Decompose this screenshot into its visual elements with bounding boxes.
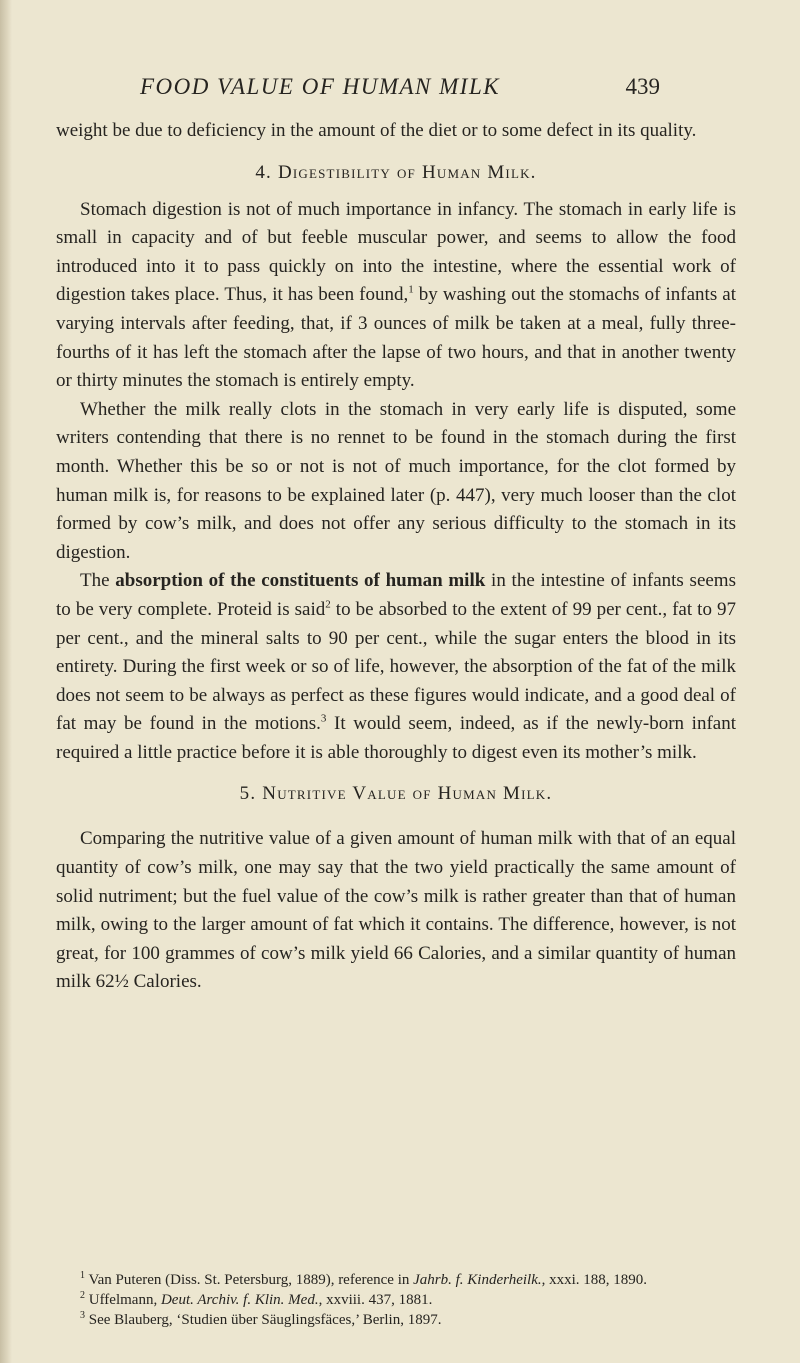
footnote-ref-3: 3 <box>320 712 327 725</box>
bold-phrase-absorption: absorption of the constituents of human milk <box>115 570 486 592</box>
paragraph-milk-clots: Whether the milk really clots in the stomach in very early life is disputed, some writers contending that there is no rennet to be found in the stomach during the first month. Whether this be so or not is not of much importance, for the clot formed by human milk is, for reasons to be explained later (p. 447), very much looser than the clot formed by cow’s milk, and does not offer any serious difficulty to the stomach in its digestion. <box>56 398 736 563</box>
paragraph-continued: weight be due to deficiency in the amount of the diet or to some defect in its quality. <box>56 120 697 141</box>
paragraph-absorption: The absorption of the constituents of human milk in the intestine of infants seems to be very complete. Proteid is said$^2$ to be absorbed to the extent of 99 per cent., fat to 97 per cent., and the mineral salts to 90 per cent., while the sugar enters the blood in its entirety. During the first week or so of life, however, the absorption of the fat of the milk does not seem to be always as perfect as these figures would indicate, and a good deal of fat may be found in the motions.$^3$ It would seem, indeed, as if the newly-born infant required a little practice before it is able thoroughly to digest even its mother’s milk. <box>56 570 737 763</box>
paragraph-nutritive-comparison: Comparing the nutritive value of a given amount of human milk with that of an equal quantity of cow’s milk, one may say that the two yield practically the same amount of solid nutriment; but the fuel value of the cow’s milk is rather greater than that of human milk, owing to the larger amount of fat which it contains. The difference, however, is not great, for 100 grammes of cow’s milk yield 66 Calories, and a similar quantity of human milk 62½ Calories. <box>56 828 736 993</box>
footnote-3: $^3$ See Blauberg, ‘Studien über Säuglingsfäces,’ Berlin, 1897. <box>80 1310 442 1328</box>
footnote-ref-1: 1 <box>408 284 414 297</box>
page-header <box>140 70 660 104</box>
footnote-ref-2: 2 <box>325 598 331 611</box>
footnote-1: $^1$ Van Puteren (Diss. St. Petersburg, 1889), reference in Jahrb. f. Kinderheilk., xxxi. 188, 1890. <box>80 1270 648 1288</box>
footnotes <box>56 1270 736 1330</box>
running-title: FOOD VALUE OF HUMAN MILK <box>140 74 501 99</box>
section-heading-nutritive-value: 5. Nutritive Value of Human Milk. <box>239 783 553 805</box>
footnote-2: $^2$ Uffelmann, Deut. Archiv. f. Klin. Med., xxviii. 437, 1881. <box>80 1290 433 1308</box>
page-binding-edge <box>0 0 12 1363</box>
section-heading-digestibility: 4. Digestibility of Human Milk. <box>255 161 537 183</box>
paragraph-stomach-digestion: Stomach digestion is not of much importance in infancy. The stomach in early life is small in capacity and of but feeble muscular power, and seems to allow the food introduced into it to pass quickly on into the intestine, where the essential work of digestion takes place. Thus, it has been found,$^1$ by washing out the stomachs of infants at varying intervals after feeding, that, if 3 ounces of milk be taken at a meal, fully three-fourths of it has left the stomach after the lapse of two hours, and that in another twenty or thirty minutes the stomach is entirely empty. <box>56 198 737 392</box>
page-number: 439 <box>625 74 660 99</box>
body-text <box>56 117 736 997</box>
